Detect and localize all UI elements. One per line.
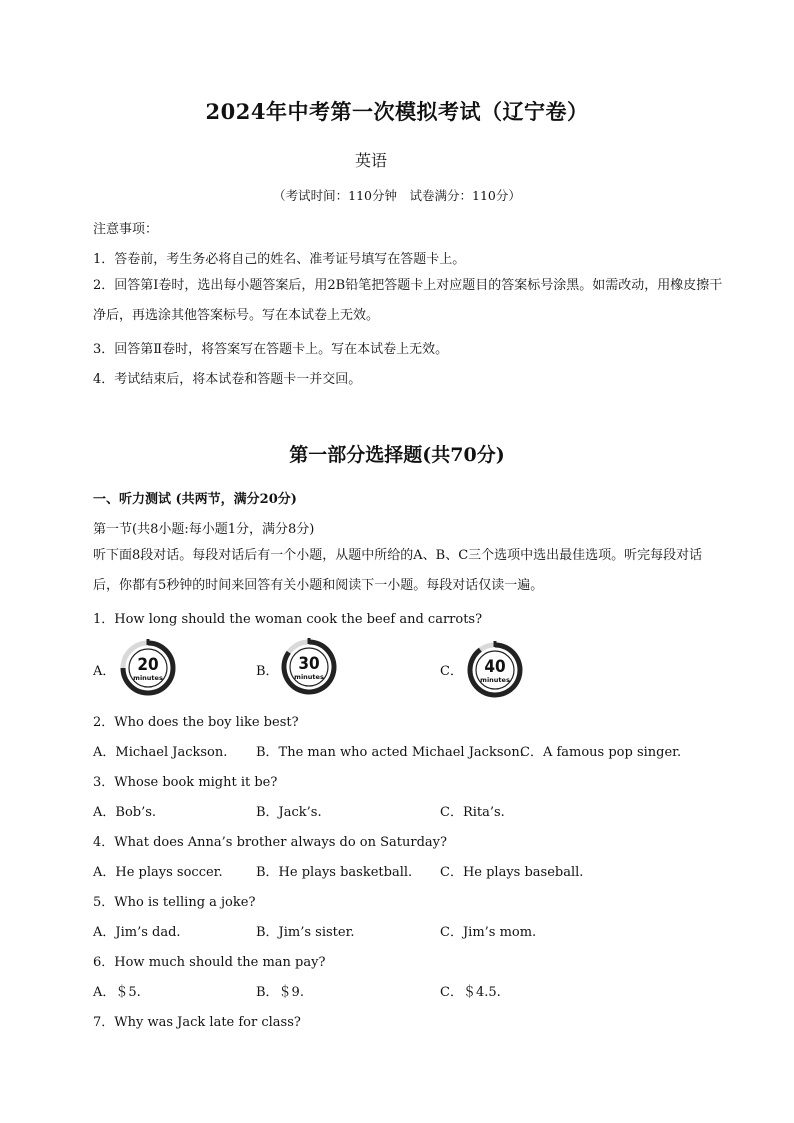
- option-c: C．He plays baseball.: [440, 865, 584, 880]
- option-a: A．: [93, 664, 116, 679]
- question-3: 3．Whose book might it be?: [93, 775, 278, 790]
- notes-heading: 注意事项：: [93, 222, 159, 237]
- timer-unit: minutes: [294, 673, 324, 681]
- timer-number: 40: [484, 657, 506, 677]
- note-item: 3．回答第Ⅱ卷时，将答案写在答题卡上。写在本试卷上无效。: [93, 342, 449, 357]
- timer-number: 20: [137, 655, 159, 675]
- option-b: B．The man who acted Michael Jackson.: [256, 745, 524, 760]
- option-b: B．＄9.: [256, 985, 304, 1000]
- option-b: B．Jim’s sister.: [256, 925, 355, 940]
- option-c: C．Rita’s.: [440, 805, 505, 820]
- option-c: C．A famous pop singer.: [520, 745, 682, 760]
- question-1: 1．How long should the woman cook the beef and carrots?: [93, 612, 483, 627]
- option-a: A．Michael Jackson.: [93, 745, 228, 760]
- listening-instructions: 听下面8段对话。每段对话后有一个小题，从题中所给的A、B、C三个选项中选出最佳选项。听完每段对话后，你都有5秒钟的时间来回答有关小题和阅读下一小题。每段对话仅读一遍。: [93, 548, 703, 593]
- timer-unit: minutes: [480, 676, 510, 684]
- timer-20-minutes-icon: [118, 638, 178, 698]
- option-b: B．Jack’s.: [256, 805, 322, 820]
- exam-meta: （考试时间：110分钟 试卷满分：110分）: [273, 188, 521, 203]
- timer-30-minutes-icon: [279, 637, 339, 697]
- timer-tick: [494, 641, 497, 647]
- note-item: 4．考试结束后，将本试卷和答题卡一并交回。: [93, 372, 362, 387]
- question-4: 4．What does Anna’s brother always do on Saturday?: [93, 835, 447, 850]
- subject-label: 英语: [354, 151, 387, 170]
- note-item: 1．答卷前，考生务必将自己的姓名、准考证号填写在答题卡上。: [93, 252, 466, 267]
- timer-tick: [147, 639, 150, 645]
- question-2: 2．Who does the boy like best?: [93, 715, 299, 730]
- part-title: 第一部分选择题(共70分): [289, 444, 505, 466]
- timer-number: 30: [298, 654, 320, 674]
- option-a: A．Bob’s.: [93, 805, 157, 820]
- note-item: 2．回答第Ⅰ卷时，选出每小题答案后，用2B铅笔把答题卡上对应题目的答案标号涂黑。如需改动，用橡皮擦干净后，再选涂其他答案标号。写在本试卷上无效。: [93, 278, 723, 323]
- section-heading: 一、听力测试 (共两节，满分20分): [93, 492, 297, 507]
- subsection-heading: 第一节(共8小题:每小题1分，满分8分): [93, 522, 315, 537]
- option-c: C．Jim’s mom.: [440, 925, 537, 940]
- option-a: A．＄5.: [93, 985, 141, 1000]
- option-b: B．He plays basketball.: [256, 865, 413, 880]
- option-a: A．He plays soccer.: [93, 865, 223, 880]
- page-title: 2024年中考第一次模拟考试（辽宁卷）: [205, 99, 589, 124]
- question-6: 6．How much should the man pay?: [93, 955, 326, 970]
- question-5: 5．Who is telling a joke?: [93, 895, 256, 910]
- question-7: 7．Why was Jack late for class?: [93, 1015, 301, 1030]
- timer-unit: minutes: [133, 674, 163, 682]
- timer-40-minutes-icon: [465, 640, 525, 700]
- option-b: B．: [256, 664, 279, 679]
- option-c: C．: [440, 664, 463, 679]
- timer-tick: [308, 638, 311, 644]
- option-a: A．Jim’s dad.: [93, 925, 181, 940]
- option-c: C．＄4.5.: [440, 985, 501, 1000]
